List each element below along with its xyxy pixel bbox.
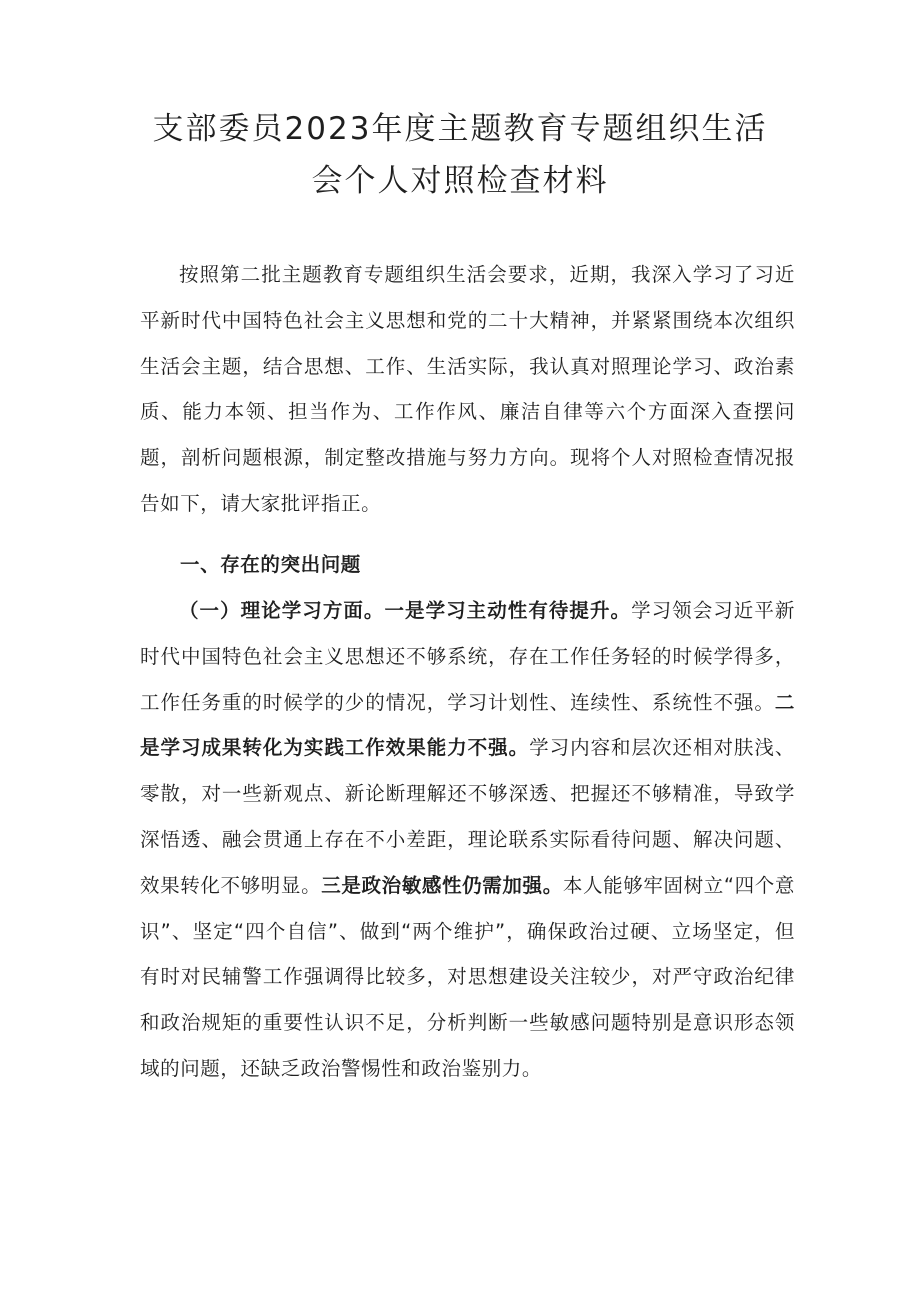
theory-study-paragraph [140, 588, 795, 1092]
intro-paragraph: 按照第二批主题教育专题组织生活会要求，近期，我深入学习了习近平新时代中国特色社会主义思想和党的二十大精神，并紧紧围绕本次组织生活会主题，结合思想、工作、生活实际，我认真对照理论学习、政治素质、能力本领、担当作为、工作作风、廉洁自律等六个方面深入查摆问题，剖析问题根源，制定整改措施与努力方向。现将个人对照检查情况报告如下，请大家批评指正。 [140, 263, 795, 515]
point-3-title: 三是政治敏感性仍需加强。 [321, 873, 563, 897]
point-3-text: 本人能够牢固树立“四个意识”、坚定“四个自信”、做到“两个维护”，确保政治过硬、立场坚定，但有时对民辅警工作强调得比较多，对思想建设关注较少，对严守政治纪律和政治规矩的重要性认识不足，分析判断一些敏感问题特别是意识形态领域的问题，还缺乏政治警惕性和政治鉴别力。 [140, 873, 796, 1080]
section-heading: 一、存在的突出问题 [180, 553, 361, 576]
point-1-title: 一是学习主动性有待提升。 [384, 599, 632, 622]
document-title-line-1: 支部委员2023年度主题教育专题组织生活 [152, 111, 768, 147]
subsection-label: （一）理论学习方面。 [179, 599, 385, 622]
point-2-text: 学习内容和层次还相对肤浅、零散，对一些新观点、新论断理解还不够深透、把握还不够精准，导致学深悟透、融会贯通上存在不小差距，理论联系实际看待问题、解决问题、效果转化不够明显。 [140, 736, 795, 897]
document-title-line-2: 会个人对照检查材料 [311, 163, 609, 199]
point-1-text: 学习领会习近平新时代中国特色社会主义思想还不够系统，存在工作任务轻的时候学得多，工作任务重的时候学的少的情况，学习计划性、连续性、系统性不强。 [140, 599, 795, 714]
point-2-title: 二是学习成果转化为实践工作效果能力不强。 [140, 690, 795, 760]
